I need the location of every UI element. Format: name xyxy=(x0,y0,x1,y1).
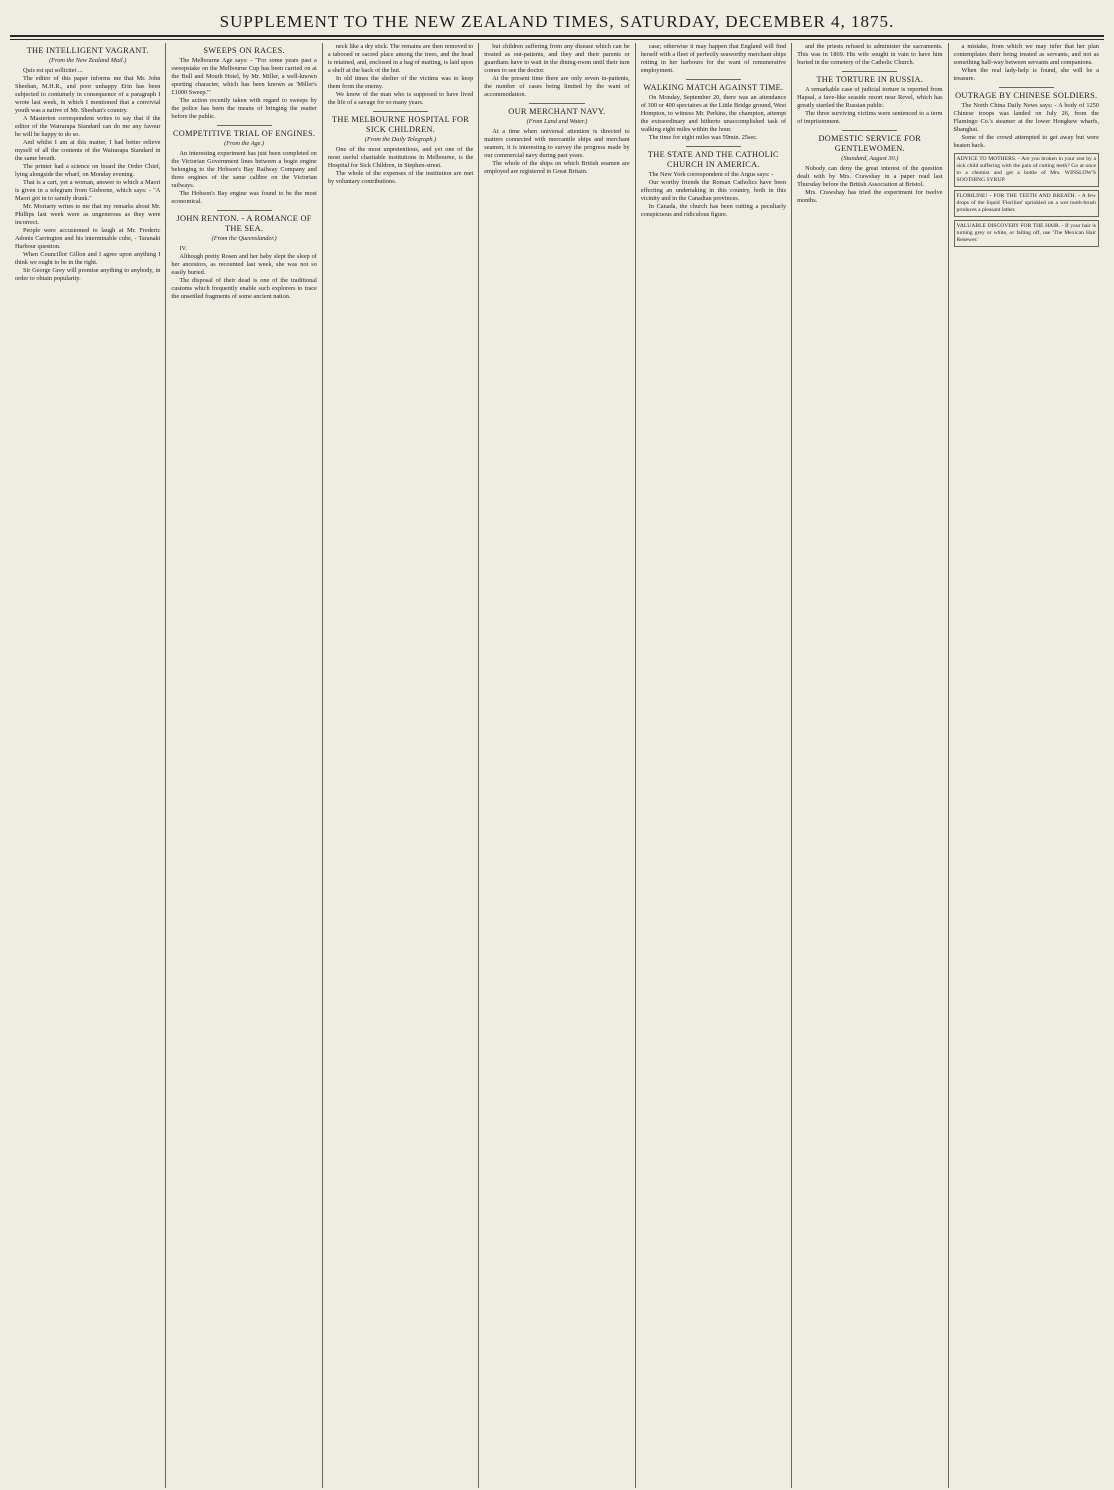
article-paragraph: a mistake, from which we may infer that her plan contemplates their being treated as servants, and not as something half-way between servants and companions. xyxy=(953,43,1099,66)
column-5 xyxy=(636,43,792,1488)
article-paragraph: The whole of the expenses of the institution are met by voluntary contributions. xyxy=(327,170,474,185)
article-paragraph: The time for eight miles was 59min. 25sec. xyxy=(648,134,758,141)
article-paragraph: The printer had a science on board the Order Chief, lying alongside the wharf, on Monday evening. xyxy=(15,163,161,178)
article-paragraph: neck like a dry stick. The remains are then removed to a tabooed or sacred place among the trees, and the head is retained, and, enclosed in a bag of matting, is laid upon a shelf at the back of the hut. xyxy=(327,43,474,74)
article-heading: THE TORTURE IN RUSSIA. xyxy=(816,75,924,84)
advertisement: ADVICE TO MOTHERS. - Are you broken in your rest by a sick child suffering with the pain of cutting teeth? Go at once to a chemist and get a bottle of Mrs. WINSLOW'S SOOTHING SYRUP. xyxy=(954,153,1099,187)
advertisement: VALUABLE DISCOVERY FOR THE HAIR. - If your hair is turning grey or white, or falling off, use 'The Mexican Hair Renewer.' xyxy=(954,220,1099,247)
article-paragraph: The whole of the ships on which British seamen are employed are registered in Great Britain. xyxy=(484,160,630,175)
article-paragraph: IV. xyxy=(179,245,187,252)
article-separator xyxy=(686,146,741,147)
article-source: (From the Daily Telegraph.) xyxy=(364,136,437,143)
article-heading: COMPETITIVE TRIAL OF ENGINES. xyxy=(172,129,316,138)
article-source: (From the New Zealand Mail.) xyxy=(49,57,127,64)
article-source: (From the Age.) xyxy=(224,140,265,147)
masthead-title: SUPPLEMENT TO THE NEW ZEALAND TIMES, SATURDAY, DECEMBER 4, 1875. xyxy=(219,12,895,31)
article-paragraph: At a time when universal attention is directed to matters connected with mercantile ships and merchant seamen, it is interesting to survey the progress made by our commercial navy during past years. xyxy=(484,128,630,159)
article-separator xyxy=(999,87,1054,88)
article-paragraph: We know of the man who is supposed to have lived the life of a savage for so many years. xyxy=(327,91,474,106)
article-paragraph: The action recently taken with regard to sweeps by the police has been the means of bringing the matter before the public. xyxy=(171,97,317,120)
article-paragraph: People were accustomed to laugh at Mr. Frederic Adonis Carrington and his interminable cube, - Taranaki Harbour question. xyxy=(15,227,161,250)
article-paragraph: The editor of this paper informs me that Mr. John Sheehan, M.H.R., and poor unhappy Erin has been subjected to contumely in consequence of a paragraph I wrote last week, in which I mentioned that a convivial youth was a native of Mr. Sheehan's country. xyxy=(15,75,161,114)
article-heading: THE STATE AND THE CATHOLIC CHURCH IN AMERICA. xyxy=(647,150,779,169)
article-paragraph: Quis est qui sollicitet ... xyxy=(23,67,83,74)
article-paragraph: The New York correspondent of the Argus says: - xyxy=(648,171,774,178)
article-heading: JOHN RENTON. - A ROMANCE OF THE SEA. xyxy=(176,214,312,233)
article-paragraph: The North China Daily News says: - A body of 1250 Chinese troops was landed on July 26, from the Flamingo Co.'s steamer at the lower Hongkew wharfs, Shanghai. xyxy=(953,102,1099,133)
article-paragraph: When Councillor Gillon and I agree upon anything I think we ought to be in the right. xyxy=(15,251,161,266)
article-paragraph: but children suffering from any disease which can be treated as out-patients, and they and their parents or guardians have to wait in the dining-room until their turn comes to see the doctor. xyxy=(484,43,630,74)
article-paragraph: The Hobson's Bay engine was found to be the most economical. xyxy=(171,190,317,205)
article-separator xyxy=(217,125,272,126)
article-paragraph: In Canada, the church has been cutting a peculiarly conspicuous and ridiculous figure. xyxy=(640,203,787,218)
columns xyxy=(10,43,1104,1488)
column-1 xyxy=(10,43,166,1488)
article-paragraph: Although pretty Rosen and her baby slept the sleep of her ancestors, as recounted last week, she was not so easily buried. xyxy=(171,253,317,276)
article-paragraph: and the priests refused to administer the sacraments. This was in 1869. His wife sought in vain to have him buried in the cemetery of the Catholic Church. xyxy=(797,43,943,66)
masthead xyxy=(10,8,1104,37)
article-paragraph: case; otherwise it may happen that England will find herself with a fleet of perfectly seaworthy merchant ships rotting in her harbours for the want of remunerative employment. xyxy=(640,43,787,74)
article-paragraph: On Monday, September 20, there was an attendance of 300 or 400 spectators at the Little Bridge ground, West Hompton, to witness Mr. Perkins, the champion, attempt the extraordinary and hitherto unaccomplished task of walking eight miles within the hour. xyxy=(640,94,787,133)
article-heading: THE MELBOURNE HOSPITAL FOR SICK CHILDREN. xyxy=(332,115,470,134)
article-separator xyxy=(373,111,428,112)
column-7 xyxy=(949,43,1104,1488)
article-paragraph: A remarkable case of judicial torture is reported from Hapsal, a fave-like seaside resort near Revel, which has greatly startled the Russian public. xyxy=(797,86,943,109)
article-paragraph: Mr. Moriarty writes to me that my remarks about Mr. Phillips last week were as ungenerous as they were incorrect. xyxy=(15,203,161,226)
column-2 xyxy=(166,43,322,1488)
article-paragraph: The three surviving victims were sentenced to a term of imprisonment. xyxy=(797,110,943,125)
article-heading: OUTRAGE BY CHINESE SOLDIERS. xyxy=(955,91,1098,100)
advertisement: FLORILINE! - FOR THE TEETH AND BREATH. - A few drops of the liquid 'Floriline' sprinkled on a wet tooth-brush produces a pleasant lather. xyxy=(954,190,1099,217)
article-paragraph: The disposal of their dead is one of the traditional customs which frequently enable such explorers to trace the unsettled fragments of some ancient nation. xyxy=(171,277,317,300)
article-source: (From the Queenslander.) xyxy=(211,235,277,242)
column-3 xyxy=(323,43,479,1488)
article-paragraph: Some of the crowd attempted to get away but were beaten back. xyxy=(953,134,1099,149)
article-paragraph: Nobody can deny the great interest of the question dealt with by Mrs. Crawshay in a paper read last Thursday before the British Association at Bristol. xyxy=(797,165,943,188)
article-paragraph: At the present time there are only seven in-patients, the number of cases being limited by the want of accommodation. xyxy=(484,75,630,98)
article-separator xyxy=(686,79,741,80)
article-paragraph: One of the most unpretentious, and yet one of the most useful charitable institutions in Melbourne, is the Hospital for Sick Children, in Stephen-street. xyxy=(327,146,474,169)
article-paragraph: And whilst I am at this matter, I had better relieve myself of all the contents of the Wairarapa Standard in the same breath. xyxy=(15,139,161,162)
column-4 xyxy=(479,43,635,1488)
article-heading: THE INTELLIGENT VAGRANT. xyxy=(26,46,149,55)
article-separator xyxy=(842,130,897,131)
article-paragraph: Sir George Grey will promise anything to anybody, in order to obtain popularity. xyxy=(15,267,161,282)
article-paragraph: A Masterton correspondent writes to say that if the editor of the Wairarapa Standard can do me any favour he will be happy to do so. xyxy=(15,115,161,138)
article-paragraph: An interesting experiment has just been completed on the Victorian Government lines between a bogie engine belonging to the Hobson's Bay Railway Company and three engines of the same calibre on the Victorian railways. xyxy=(171,150,317,189)
article-separator xyxy=(217,210,272,211)
article-source: (From Land and Water.) xyxy=(526,118,588,125)
article-paragraph: Mrs. Crawshay has tried the experiment for twelve months. xyxy=(797,189,943,204)
article-heading: DOMESTIC SERVICE FOR GENTLEWOMEN. xyxy=(818,134,922,153)
article-paragraph: When the real lady-help is found, she will be a treasure. xyxy=(953,67,1099,82)
article-paragraph: That is a cart, yet a woman, answer to which a Maori is given in a telegram from Gisborne, which says: - "A Maori got in to saintly drunk." xyxy=(15,179,161,202)
masthead-rule xyxy=(10,39,1104,40)
article-source: (Standard, August 30.) xyxy=(841,155,899,162)
article-paragraph: In old times the shelter of the victims was to keep them from the enemy. xyxy=(327,75,474,90)
article-heading: WALKING MATCH AGAINST TIME. xyxy=(643,83,784,92)
article-heading: OUR MERCHANT NAVY. xyxy=(508,107,606,116)
article-heading: SWEEPS ON RACES. xyxy=(203,46,285,55)
article-separator xyxy=(842,71,897,72)
article-paragraph: The Melbourne Age says: - "For some years past a sweepstake on the Melbourne Cup has been carried on at the Bull and Mouth Hotel, by Mr. Miller, a well-known sporting character, which has been known as 'Miller's £1000 Sweep.'" xyxy=(171,57,317,96)
article-paragraph: Our worthy friends the Roman Catholics have been effecting an undertaking in this country, both in this vicinity and in the Canadian provinces. xyxy=(640,179,787,202)
article-separator xyxy=(529,103,584,104)
column-6 xyxy=(792,43,948,1488)
